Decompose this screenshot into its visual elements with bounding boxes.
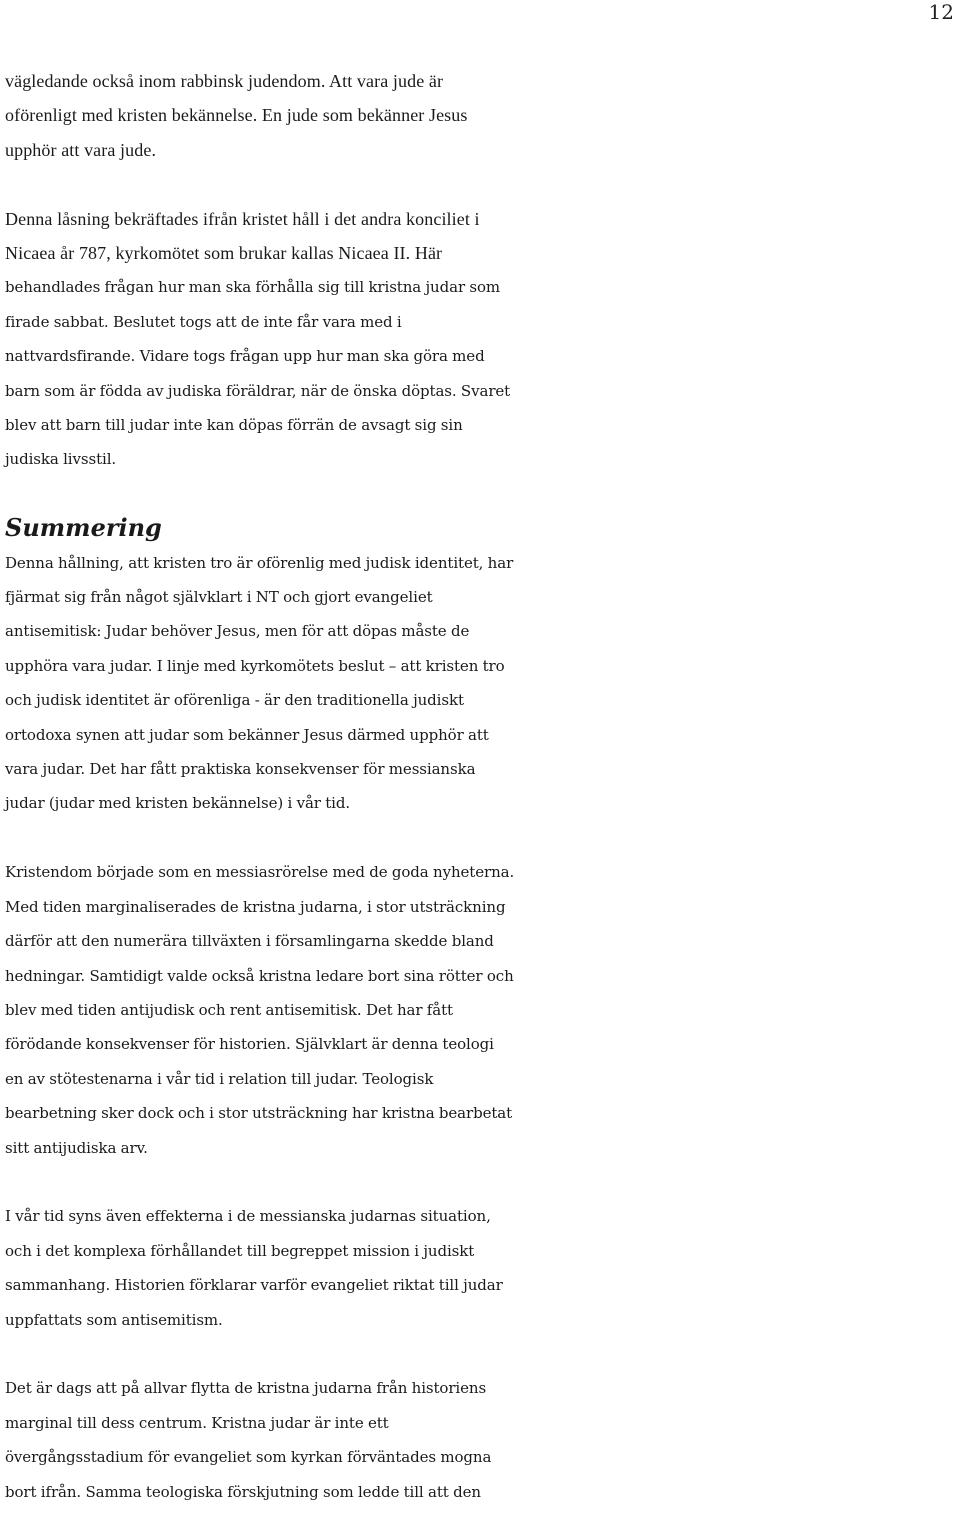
paragraph-5 <box>5 1199 960 1337</box>
text-line: blev med tiden antijudisk och rent antisemitisk. Det har fått <box>5 1000 453 1019</box>
text-line: vara judar. Det har fått praktiska konsekvenser för messianska <box>5 760 476 779</box>
paragraph-6 <box>5 1371 960 1509</box>
text-line: därför att den numerära tillväxten i församlingarna skedde bland <box>5 932 494 951</box>
text-line: Kristendom började som en messiasrörelse med de goda nyheterna. <box>5 863 515 882</box>
text-line: uppfattats som antisemitism. <box>5 1310 223 1329</box>
text-line: förödande konsekvenser för historien. Självklart är denna teologi <box>5 1035 494 1054</box>
text-line: en av stötestenarna i vår tid i relation till judar. Teologisk <box>5 1069 434 1088</box>
text-line: I vår tid syns även effekterna i de messianska judarnas situation, <box>5 1207 491 1226</box>
text-line: bort ifrån. Samma teologiska förskjutning som ledde till att den <box>5 1482 481 1501</box>
paragraph-3 <box>5 546 960 821</box>
document-body <box>5 64 960 1509</box>
paragraph-gap <box>5 821 960 855</box>
paragraph-gap <box>5 477 960 511</box>
text-line: behandlades frågan hur man ska förhålla sig till kristna judar som <box>5 278 501 297</box>
text-line: ortodoxa synen att judar som bekänner Jesus därmed upphör att <box>5 725 489 744</box>
text-line: hedningar. Samtidigt valde också kristna ledare bort sina rötter och <box>5 966 514 985</box>
text-line: fjärmat sig från något självklart i NT och gjort evangeliet <box>5 588 433 607</box>
text-line: sitt antijudiska arv. <box>5 1138 148 1157</box>
text-line: antisemitisk: Judar behöver Jesus, men för att döpas måste de <box>5 622 470 641</box>
text-line: och i det komplexa förhållandet till begreppet mission i judiskt <box>5 1241 475 1260</box>
paragraph-4 <box>5 855 960 1165</box>
text-line: oförenligt med kristen bekännelse. En jude som bekänner Jesus <box>5 105 468 126</box>
text-line: judiska livsstil. <box>5 450 117 469</box>
text-line: blev att barn till judar inte kan döpas förrän de avsagt sig sin <box>5 416 463 435</box>
text-line: Det är dags att på allvar flytta de kristna judarna från historiens <box>5 1379 487 1398</box>
section-heading: Summering <box>5 513 162 543</box>
text-line: marginal till dess centrum. Kristna judar är inte ett <box>5 1413 389 1432</box>
text-line: Denna låsning bekräftades ifrån kristet håll i det andra konciliet i <box>5 208 480 229</box>
text-line: vägledande också inom rabbinsk judendom. Att vara jude är <box>5 71 444 91</box>
paragraph-gap <box>5 1337 960 1371</box>
paragraph-1 <box>5 64 960 167</box>
paragraph-gap <box>5 167 960 201</box>
text-line: sammanhang. Historien förklarar varför evangeliet riktat till judar <box>5 1276 503 1295</box>
text-line: nattvardsfirande. Vidare togs frågan upp hur man ska göra med <box>5 347 485 366</box>
text-line: Nicaea år 787, kyrkomötet som brukar kallas Nicaea II. Här <box>5 243 443 264</box>
text-line: och judisk identitet är oförenliga - är den traditionella judiskt <box>5 691 464 710</box>
page-number: 12 <box>928 0 954 24</box>
text-line: Med tiden marginaliserades de kristna judarna, i stor utsträckning <box>5 897 506 916</box>
text-line: firade sabbat. Beslutet togs att de inte får vara med i <box>5 312 402 331</box>
text-line: judar (judar med kristen bekännelse) i vår tid. <box>5 794 351 813</box>
paragraph-2 <box>5 202 960 477</box>
text-line: bearbetning sker dock och i stor utsträckning har kristna bearbetat <box>5 1104 513 1123</box>
text-line: upphöra vara judar. I linje med kyrkomötets beslut – att kristen tro <box>5 656 505 675</box>
text-line: upphör att vara jude. <box>5 139 157 160</box>
paragraph-gap <box>5 1165 960 1199</box>
text-line: övergångsstadium för evangeliet som kyrkan förväntades mogna <box>5 1448 492 1467</box>
text-line: Denna hållning, att kristen tro är oförenlig med judisk identitet, har <box>5 553 514 572</box>
text-line: barn som är födda av judiska föräldrar, när de önska döptas. Svaret <box>5 381 511 400</box>
